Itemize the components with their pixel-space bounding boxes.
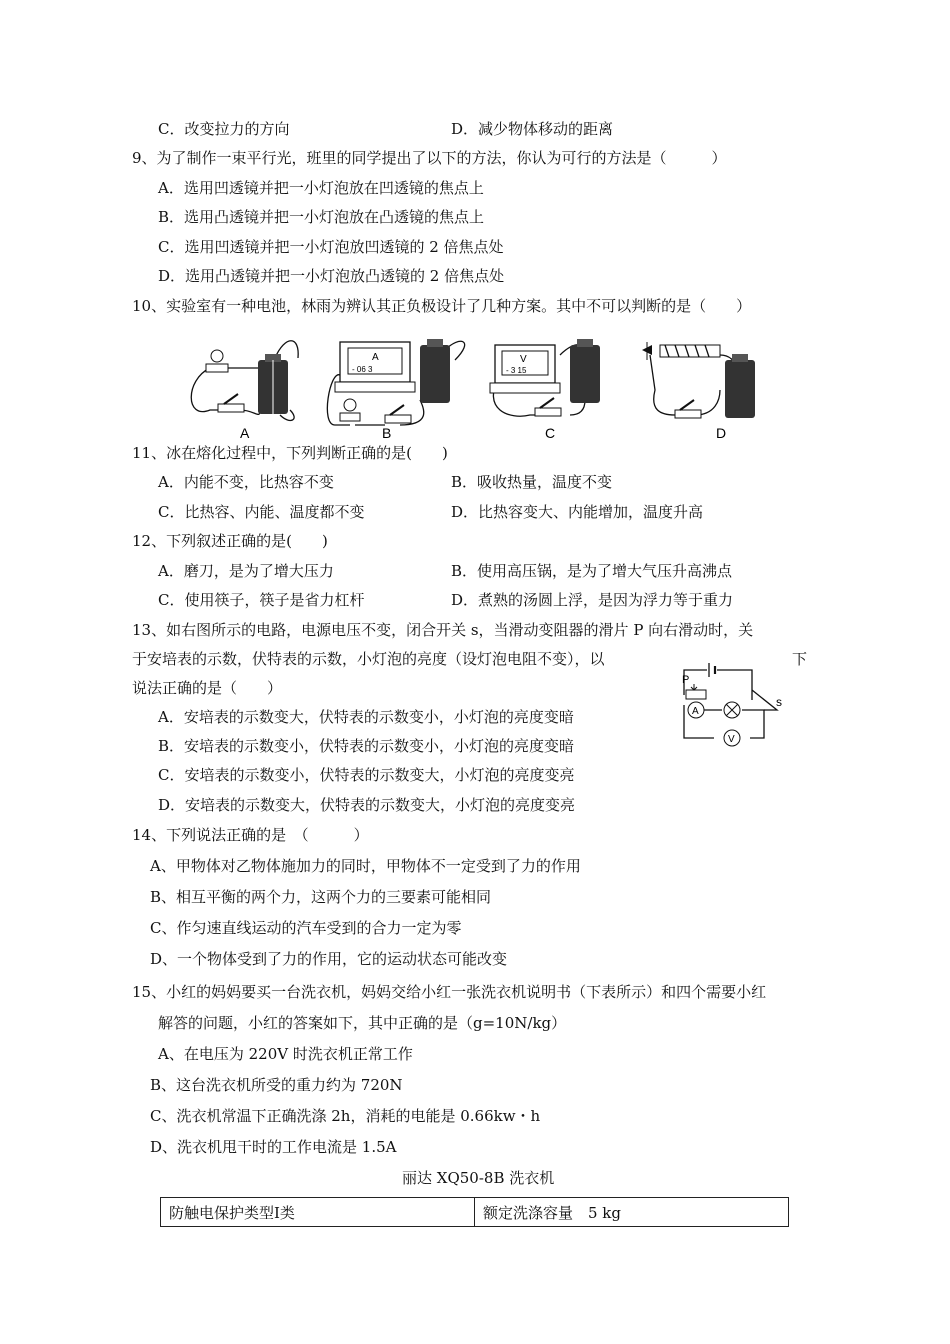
- q13-stem-line1: 13、如右图所示的电路，电源电压不变，闭合开关 s，当滑动变阻器的滑片 P 向右滑动时，关: [132, 621, 754, 639]
- q11-option-b: B．吸收热量，温度不变: [451, 473, 613, 491]
- q11-option-a: A．内能不变，比热容不变: [158, 473, 334, 491]
- svg-text:- 3 15: - 3 15: [506, 366, 527, 375]
- q14-option-b: B、相互平衡的两个力，这两个力的三要素可能相同: [150, 888, 492, 906]
- switch-b: [385, 415, 411, 423]
- q14-option-d: D、一个物体受到了力的作用，它的运动状态可能改变: [150, 950, 508, 968]
- svg-text:V: V: [520, 354, 527, 365]
- lamp-bulb-b: [344, 399, 356, 411]
- q14-option-c: C、作匀速直线运动的汽车受到的合力一定为零: [150, 919, 462, 937]
- figure-a-circuit: [206, 350, 288, 414]
- q12-option-c: C．使用筷子，筷子是省力杠杆: [158, 591, 365, 609]
- q12-option-a: A．磨刀，是为了增大压力: [158, 562, 334, 580]
- q11-option-d: D．比热容变大、内能增加，温度升高: [451, 503, 704, 521]
- q13-stem-line3: 说法正确的是（ ）: [132, 679, 283, 697]
- q9-stem: 9、为了制作一束平行光，班里的同学提出了以下的方法，你认为可行的方法是（ ）: [132, 149, 727, 167]
- table-row: [161, 1198, 789, 1227]
- q15-option-c: C、洗衣机常温下正确洗涤 2h，消耗的电能是 0.66kw・h: [150, 1107, 541, 1125]
- washer-spec-table: [160, 1197, 789, 1227]
- spec-cell-capacity: 额定洗涤容量 5 kg: [475, 1198, 789, 1227]
- q13-option-a: A．安培表的示数变大，伏特表的示数变小，小灯泡的亮度变暗: [158, 708, 574, 726]
- q13-circuit-diagram: [672, 660, 787, 750]
- q11-option-c: C．比热容、内能、温度都不变: [158, 503, 365, 521]
- q14-option-a: A、甲物体对乙物体施加力的同时，甲物体不一定受到了力的作用: [150, 857, 581, 875]
- svg-text:A: A: [692, 706, 699, 717]
- q9-option-c: C．选用凹透镜并把一小灯泡放凹透镜的 2 倍焦点处: [158, 238, 504, 256]
- q13-option-d: D．安培表的示数变大，伏特表的示数变大，小灯泡的亮度变亮: [158, 796, 576, 814]
- battery-b: [420, 345, 450, 403]
- figure-label-d: D: [716, 425, 727, 441]
- figure-label-a: A: [240, 425, 250, 441]
- spec-table-title: 丽达 XQ50-8B 洗衣机: [402, 1169, 555, 1187]
- battery-d: [725, 360, 755, 418]
- svg-text:A: A: [372, 352, 379, 363]
- svg-text:- 06 3: - 06 3: [352, 365, 373, 374]
- q15-stem-line1: 15、小红的妈妈要买一台洗衣机，妈妈交给小红一张洗衣机说明书（下表所示）和四个需要小红: [132, 983, 767, 1001]
- q12-option-d: D．煮熟的汤圆上浮，是因为浮力等于重力: [451, 591, 734, 609]
- q9-option-b: B．选用凸透镜并把一小灯泡放在凸透镜的焦点上: [158, 208, 485, 226]
- q14-stem: 14、下列说法正确的是 （ ）: [132, 826, 369, 844]
- q11-stem: 11、冰在熔化过程中，下列判断正确的是( ): [132, 444, 448, 462]
- q12-stem: 12、下列叙述正确的是( ): [132, 532, 328, 550]
- figure-d-circuit: [642, 342, 755, 418]
- q8-option-c: C．改变拉力的方向: [158, 120, 290, 138]
- svg-text:P: P: [682, 674, 690, 686]
- q15-option-a: A、在电压为 220V 时洗衣机正常工作: [158, 1045, 413, 1063]
- q15-option-b: B、这台洗衣机所受的重力约为 720N: [150, 1076, 403, 1094]
- q13-option-c: C．安培表的示数变小，伏特表的示数变大，小灯泡的亮度变亮: [158, 766, 575, 784]
- svg-text:V: V: [728, 734, 735, 745]
- q15-stem-line2: 解答的问题，小红的答案如下，其中正确的是（g=10N/kg）: [158, 1014, 567, 1032]
- q12-option-b: B．使用高压锅，是为了增大气压升高沸点: [451, 562, 733, 580]
- q13-stem-line2-end: 下: [792, 650, 808, 668]
- q8-option-d: D．减少物体移动的距离: [451, 120, 614, 138]
- switch-a: [218, 404, 244, 412]
- q13-option-b: B．安培表的示数变小，伏特表的示数变小，小灯泡的亮度变暗: [158, 737, 575, 755]
- switch-c: [535, 408, 561, 416]
- lamp-base-a: [206, 364, 228, 372]
- switch-d: [675, 410, 701, 418]
- lamp-bulb-a: [211, 350, 223, 362]
- svg-text:s: s: [776, 695, 782, 709]
- figure-label-c: C: [545, 425, 556, 441]
- battery-c: [570, 345, 600, 403]
- rheostat-p: [686, 690, 706, 699]
- q13-stem-line2: 于安培表的示数，伏特表的示数，小灯泡的亮度（设灯泡电阻不变），以: [132, 650, 605, 668]
- q10-circuit-figures: [180, 330, 780, 445]
- q10-stem: 10、实验室有一种电池，林雨为辨认其正负极设计了几种方案。其中不可以判断的是（ ）: [132, 297, 752, 315]
- spec-cell-protection: 防触电保护类型Ⅰ类: [161, 1198, 475, 1227]
- q9-option-d: D．选用凸透镜并把一小灯泡放凸透镜的 2 倍焦点处: [158, 267, 505, 285]
- q9-option-a: A．选用凹透镜并把一小灯泡放在凹透镜的焦点上: [158, 179, 484, 197]
- q15-option-d: D、洗衣机甩干时的工作电流是 1.5A: [150, 1138, 397, 1156]
- figure-b-circuit: [335, 339, 450, 423]
- figure-label-b: B: [382, 425, 392, 441]
- figure-c-circuit: [490, 339, 600, 416]
